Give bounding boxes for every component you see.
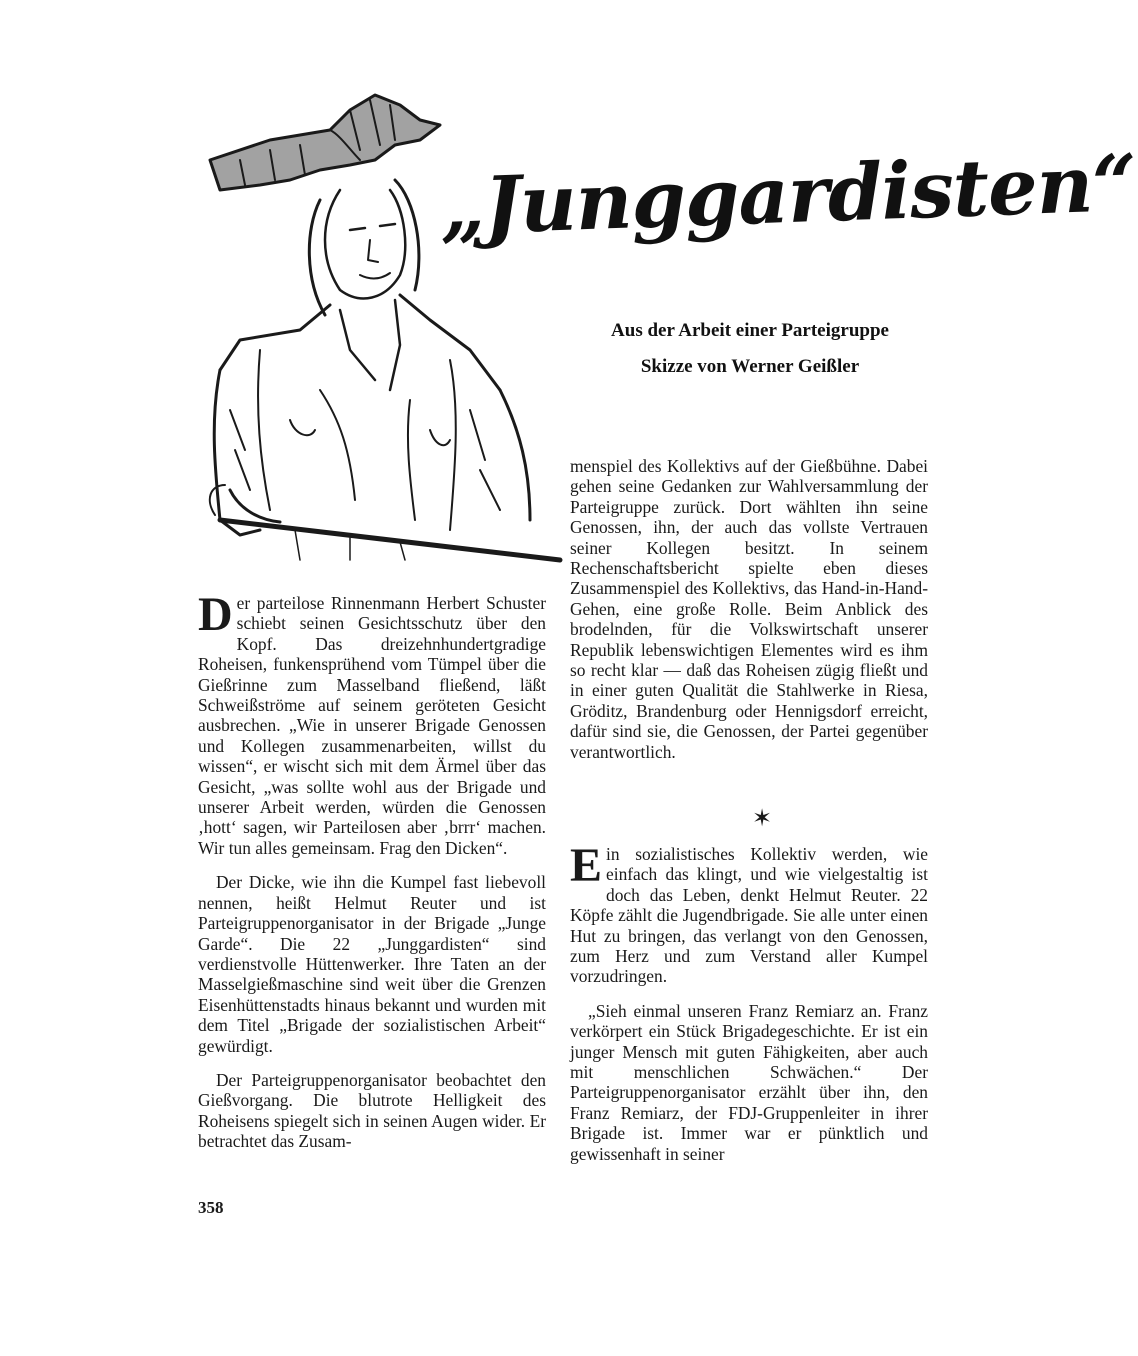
article-headline: „Junggardisten“ <box>438 137 1138 254</box>
paragraph-text: er parteilose Rinnenmann Herbert Schuster schiebt seinen Gesichtsschutz über den Kopf. Das dreizehnhundertgradige Roheisen, funkensprühend vom Tümpel über die Gießrinne zum Masselband fließend, läßt Schweißströme auf seinem geröteten Gesicht ausbrechen. „Wie in unserer Brigade Genossen und Kollegen zusammenarbeiten, willst du wissen“, er wischt sich mit dem Ärmel über das Gesicht, „was sollte wohl aus der Brigade und unserer Arbeit werden, würden die Genossen ‚hott‘ sagen, wir Parteilosen aber ‚brrr‘ machen. Wir tun alles gemeinsam. Frag den Dicken“. <box>198 593 546 858</box>
drop-cap: E <box>570 839 603 892</box>
article-byline: Skizze von Werner Geißler <box>640 356 860 377</box>
paragraph: Der Dicke, wie ihn die Kumpel fast liebevoll nennen, heißt Helmut Reuter und ist Parteigruppenorganisator in der Brigade „Junge Garde“. Die 22 „Junggardisten“ sind verdienstvolle Hüttenwerker. Ihre Taten an der Masselgießmaschine sind weit über die Grenzen Eisenhüttenstadts hinaus bekannt und wurden mit dem Titel „Brigade der sozialistischen Arbeit“ gewürdigt. <box>198 872 546 1056</box>
page-number: 358 <box>198 1198 224 1217</box>
right-column-bottom <box>570 839 928 1178</box>
paragraph: menspiel des Kollektivs auf der Gießbühne. Dabei gehen seine Gedanken zur Wahlversammlung der Parteigruppe zurück. Dort wählten ihn seine Genossen, ihn, der auch das vollste Vertrauen seiner Kollegen besitzt. In seinem Rechenschaftsbericht spielte eben dieses Zusammenspiel des Kollektivs, das Hand-in-Hand-Gehen, eine große Rolle. Beim Anblick des brodelnden, für die Volkswirtschaft unserer Republik lebenswichtigen Elementes wird es ihm so recht klar — daß das Roheisen zügig fließt und in einer guten Qualität die Stahlwerke in Riesa, Gröditz, Brandenburg oder Hennigsdorf erreicht, dafür sind sie, die Genossen, der Partei gegenüber verantwortlich. <box>570 456 928 762</box>
left-column <box>198 588 546 1166</box>
right-column-top <box>570 456 928 776</box>
drop-cap: D <box>198 588 233 641</box>
paragraph <box>198 588 546 858</box>
paragraph <box>570 839 928 987</box>
paragraph: „Sieh einmal unseren Franz Remiarz an. Franz verkörpert ein Stück Brigadegeschichte. Er ist ein junger Mensch mit guten Fähigkeiten, aber auch mit menschlichen Schwächen.“ Der Parteigruppenorganisator erzählt über ihn, den Franz Remiarz, der FDJ-Gruppenleiter in ihrer Brigade ist. Immer war er pünktlich und gewissenhaft in seiner <box>570 1000 928 1164</box>
paragraph-text: in sozialistisches Kollektiv werden, wie einfach das klingt, und wie vielgestaltig ist doch das Leben, denkt Helmut Reuter. 22 Köpfe zählt die Jugendbrigade. Sie alle unter einen Hut zu bringen, das verlangt von den Genossen, zum Herz und zum Verstand aller Kumpel vorzudringen. <box>570 844 928 987</box>
paragraph: Der Parteigruppenorganisator beobachtet den Gießvorgang. Die blutrote Helligkeit des Roheisens spiegelt sich in seinen Augen wider. Er betrachtet das Zusam- <box>198 1069 546 1152</box>
section-separator: ✶ <box>752 804 773 832</box>
article-subtitle: Aus der Arbeit einer Parteigruppe <box>611 320 889 341</box>
